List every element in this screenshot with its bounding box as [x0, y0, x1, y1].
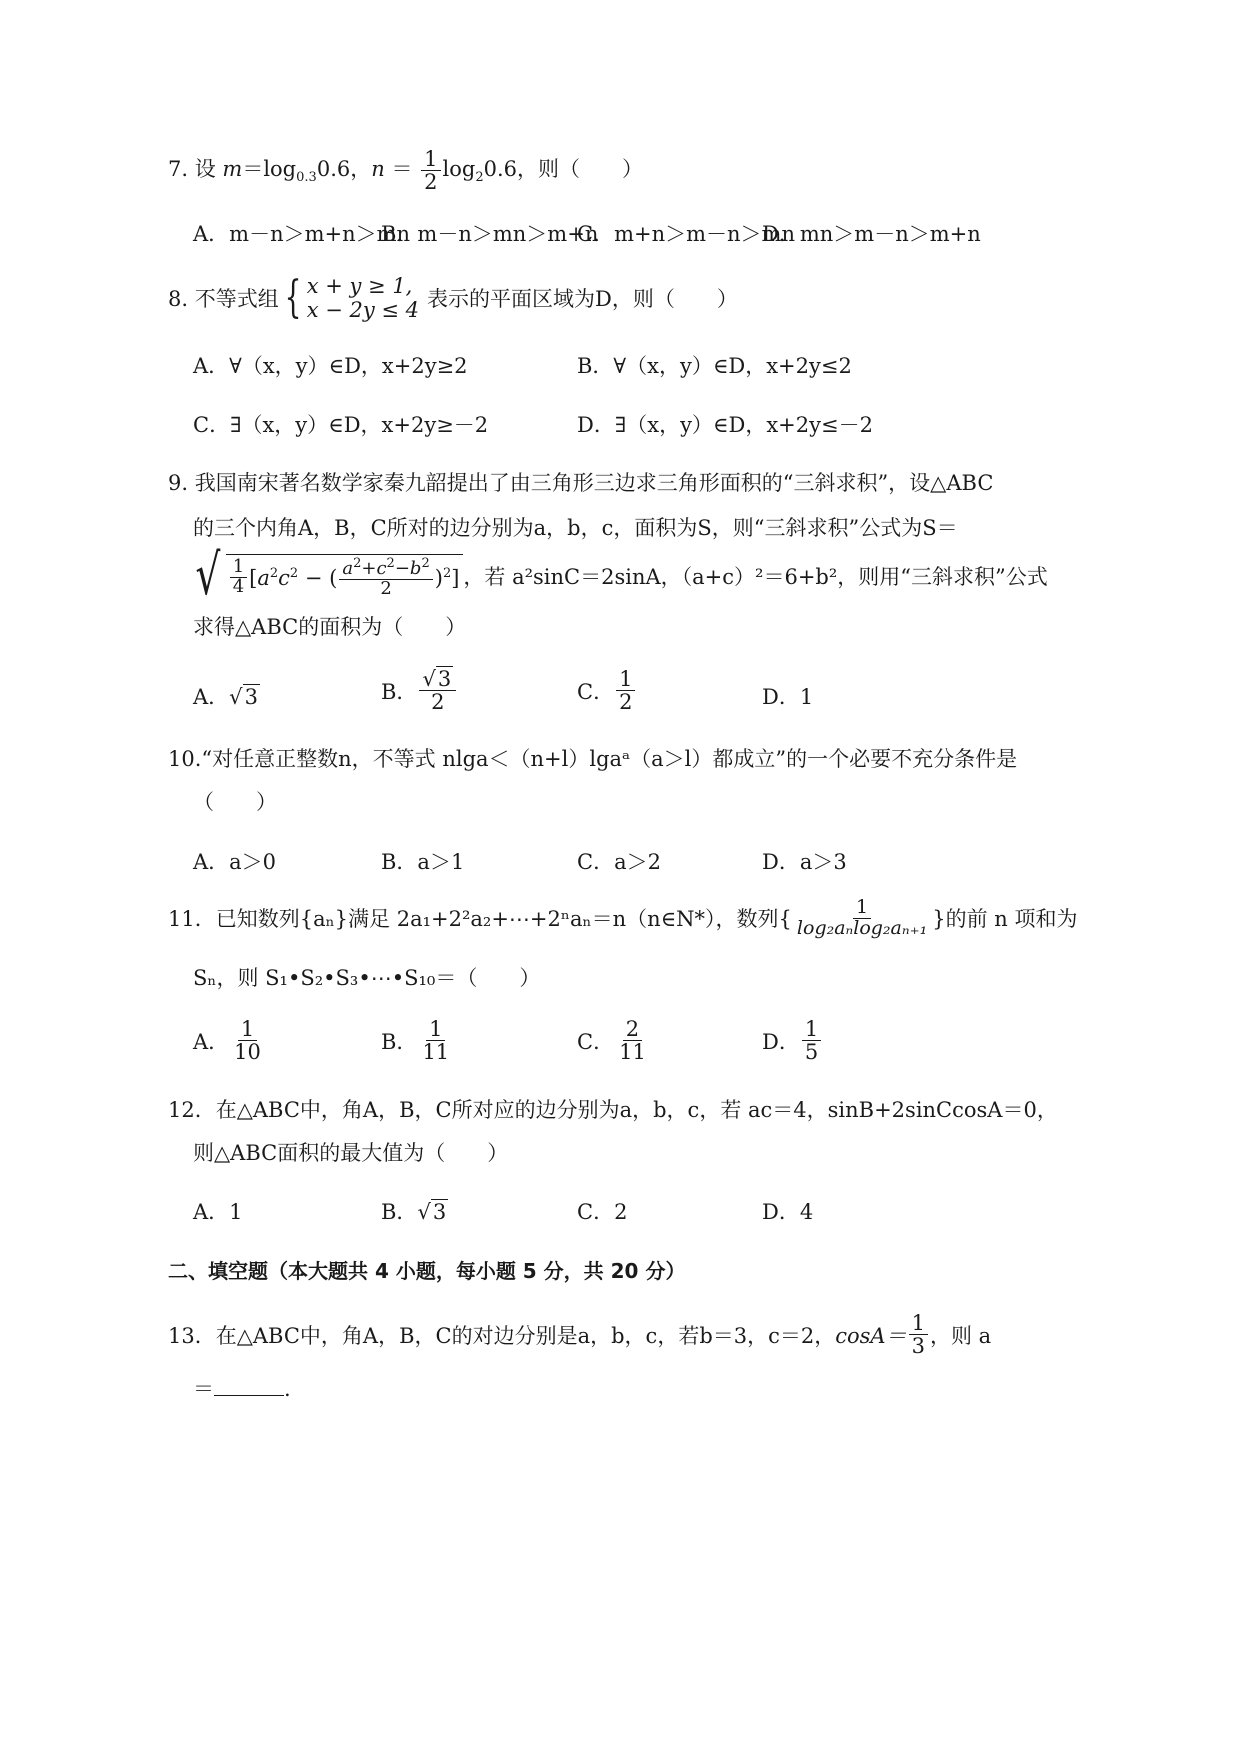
q11-line1: 11．已知数列{aₙ}满足 2a₁+2²a₂+⋯+2ⁿaₙ＝n（n∈N*），数列{ $\frac{1}{\text{log₂aₙlog₂aₙ₊₁}}$ }的前 n 项和为 [168, 896, 1078, 939]
q8-option-b: B．∀（x，y）∈D，x+2y≤2 [577, 354, 852, 378]
q12-option-b: B．√3 [381, 1200, 447, 1224]
q7-fraction: $\frac{1}{2}$ [421, 148, 440, 193]
q10-option-b: B．a＞1 [381, 850, 465, 874]
q11-option-c: C． $\frac{2}{11}$ [577, 1017, 646, 1065]
q7-option-c: C．m+n＞m－n＞mn [577, 222, 795, 246]
q13-line2: ＝ . [193, 1377, 291, 1401]
q9-formula: √ $\frac{1}{4}$ [$a^2c^2$ − ( $\frac{a^2+c^2-b^2}{2}$ )$^2$] [190, 548, 463, 604]
q7-stem: 7. 设 $m=\log_{0.3}0.6$，n ＝ $\frac{1}{2}$ $\log_20.6$，则（ ） [168, 147, 643, 195]
q12-option-c: C．2 [577, 1200, 628, 1224]
q12-line2: 则△ABC面积的最大值为（ ） [193, 1141, 509, 1165]
q10-line1: 10.“对任意正整数n，不等式 nlga＜（n+l）lgaᵃ（a＞l）都成立”的一个必要不充分条件是 [168, 747, 1018, 771]
q9-line4: 求得△ABC的面积为（ ） [193, 615, 467, 639]
q10-line2: （ ） [193, 790, 277, 814]
q10-option-d: D．a＞3 [762, 850, 847, 874]
q8-option-d: D．∃（x，y）∈D，x+2y≤－2 [577, 413, 873, 437]
q11-option-b: B． $\frac{1}{11}$ [381, 1017, 450, 1065]
q7-option-a: A．m－n＞m+n＞mn [193, 222, 411, 246]
q8-option-c: C．∃（x，y）∈D，x+2y≥－2 [193, 413, 489, 437]
q11-option-d: D． $\frac{1}{5}$ [762, 1018, 823, 1063]
q12-option-d: D．4 [762, 1200, 814, 1224]
q9-option-a: A．√3 [193, 685, 258, 709]
q11-option-a: A． $\frac{1}{10}$ [193, 1017, 261, 1065]
q9-line1: 9. 我国南宋著名数学家秦九韶提出了由三角形三边求三角形面积的“三斜求积”，设△ABC [168, 471, 994, 495]
q9-option-b: B． $\frac{√3}{2}$ [381, 668, 458, 713]
q11-sequence-fraction: $\frac{1}{\text{log₂aₙlog₂aₙ₊₁}}$ [796, 896, 928, 939]
q12-line1: 12．在△ABC中，角A，B，C所对应的边分别为a，b，c，若 ac＝4，sinB+2sinCcosA＝0， [168, 1098, 1058, 1122]
answer-blank[interactable] [214, 1379, 284, 1396]
q9-option-c: C． $\frac{1}{2}$ [577, 668, 637, 713]
q8-inequality-system: { x + y ≥ 1, x − 2y ≤ 4 [284, 272, 420, 324]
q9-line2: 的三个内角A，B，C所对的边分别为a，b，c，面积为S，则“三斜求积”公式为S＝ [193, 516, 958, 540]
q9-line3: √ $\frac{1}{4}$ [$a^2c^2$ − ( $\frac{a^2+c^2-b^2}{2}$ )$^2$] ，若 a²sinC＝2sinA，（a+c）²＝6+b²，则用“三斜求积”公式 [190, 548, 1048, 604]
q8-stem: 8. 不等式组 { x + y ≥ 1, x − 2y ≤ 4 表示的平面区域为D，则（ ） [168, 272, 738, 324]
q9-option-d: D．1 [762, 685, 814, 709]
q7-option-b: B．m－n＞mn＞m+n [381, 222, 599, 246]
q10-option-a: A．a＞0 [193, 850, 277, 874]
q7-option-d: D．mn＞m－n＞m+n [762, 222, 981, 246]
section-heading-fill-in: 二、填空题（本大题共 4 小题，每小题 5 分，共 20 分） [168, 1259, 686, 1283]
q8-option-a: A．∀（x，y）∈D，x+2y≥2 [193, 354, 468, 378]
q13-line1: 13．在△ABC中，角A，B，C的对边分别是a，b，c，若b＝3，c＝2， cosA＝ $\frac{1}{3}$ ，则 a [168, 1311, 992, 1359]
q10-option-c: C．a＞2 [577, 850, 661, 874]
q11-line2: Sₙ，则 S₁•S₂•S₃•⋯•S₁₀＝（ ） [193, 966, 541, 990]
q12-option-a: A．1 [193, 1200, 243, 1224]
